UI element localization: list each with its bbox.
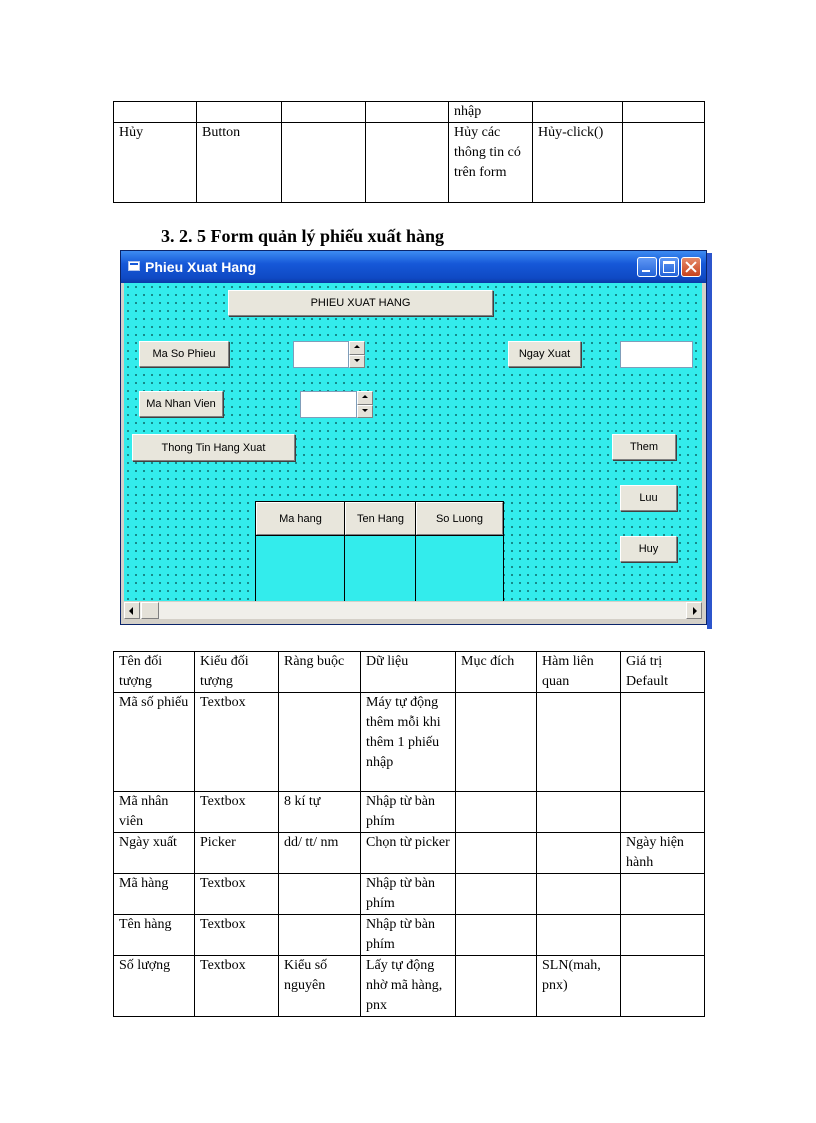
table-cell bbox=[282, 102, 366, 123]
spin-down-icon[interactable] bbox=[349, 355, 365, 369]
table-row bbox=[114, 915, 705, 956]
huy-button[interactable]: Huy bbox=[620, 536, 677, 562]
grid-header-ma-hang[interactable]: Ma hang bbox=[256, 502, 345, 535]
grid-header-ten-hang[interactable]: Ten Hang bbox=[345, 502, 416, 535]
ma-nhan-vien-button[interactable]: Ma Nhan Vien bbox=[139, 391, 223, 417]
table-cell bbox=[197, 102, 282, 123]
table-row bbox=[114, 956, 705, 1017]
table-cell bbox=[456, 833, 537, 874]
table-cell: SLN(mah, pnx) bbox=[537, 956, 621, 1017]
table-cell bbox=[621, 915, 705, 956]
table-cell: Nhập từ bàn phím bbox=[361, 874, 456, 915]
table-cell: Ngày xuất bbox=[114, 833, 195, 874]
close-button[interactable] bbox=[681, 257, 701, 277]
table-row bbox=[114, 693, 705, 792]
thong-tin-hang-xuat-button[interactable]: Thong Tin Hang Xuat bbox=[132, 434, 295, 461]
table-cell: Mã số phiếu bbox=[114, 693, 195, 792]
grid-header-so-luong[interactable]: So Luong bbox=[416, 502, 503, 535]
window-title: Phieu Xuat Hang bbox=[145, 259, 257, 275]
window-icon bbox=[128, 261, 140, 271]
table-cell bbox=[621, 693, 705, 792]
table-cell bbox=[456, 792, 537, 833]
table-cell: 8 kí tự bbox=[279, 792, 361, 833]
luu-button[interactable]: Luu bbox=[620, 485, 677, 511]
table-cell: Kiểu số nguyên bbox=[279, 956, 361, 1017]
table-cell: dd/ tt/ nm bbox=[279, 833, 361, 874]
table-cell bbox=[366, 102, 449, 123]
scroll-right-icon[interactable] bbox=[686, 602, 702, 619]
table-cell bbox=[623, 123, 705, 203]
table-cell bbox=[533, 102, 623, 123]
ma-so-phieu-spinner[interactable] bbox=[349, 341, 365, 368]
table-header-cell: Tên đối tượng bbox=[114, 652, 195, 693]
maximize-button[interactable] bbox=[659, 257, 679, 277]
table-cell: Mã nhân viên bbox=[114, 792, 195, 833]
table-cell: Button bbox=[197, 123, 282, 203]
table-cell: Máy tự động thêm mỗi khi thêm 1 phiếu nhập bbox=[361, 693, 456, 792]
table-cell: nhập bbox=[449, 102, 533, 123]
title-bar bbox=[121, 251, 706, 283]
form-client-area bbox=[124, 283, 702, 617]
phieu-xuat-hang-button[interactable]: PHIEU XUAT HANG bbox=[228, 290, 493, 316]
table-cell bbox=[279, 874, 361, 915]
table-cell bbox=[537, 915, 621, 956]
scroll-left-icon[interactable] bbox=[124, 602, 140, 619]
table-row bbox=[114, 102, 705, 123]
table-cell: Nhập từ bàn phím bbox=[361, 915, 456, 956]
table-cell bbox=[282, 123, 366, 203]
table-cell: Textbox bbox=[195, 792, 279, 833]
table-cell: Hủy bbox=[114, 123, 197, 203]
grid-column bbox=[256, 502, 345, 611]
table-row bbox=[114, 874, 705, 915]
table-cell: Textbox bbox=[195, 693, 279, 792]
table-cell bbox=[537, 874, 621, 915]
section-heading: 3. 2. 5 Form quản lý phiếu xuất hàng bbox=[161, 226, 445, 246]
table-header-cell: Hàm liên quan bbox=[537, 652, 621, 693]
table-cell bbox=[621, 874, 705, 915]
table-cell: Tên hàng bbox=[114, 915, 195, 956]
table-cell bbox=[621, 792, 705, 833]
table-cell: Nhập từ bàn phím bbox=[361, 792, 456, 833]
ngay-xuat-input[interactable] bbox=[620, 341, 693, 368]
spin-up-icon[interactable] bbox=[349, 341, 365, 355]
table-cell: Textbox bbox=[195, 874, 279, 915]
table-cell: Textbox bbox=[195, 915, 279, 956]
table-row bbox=[114, 792, 705, 833]
table-cell: Mã hàng bbox=[114, 874, 195, 915]
ma-so-phieu-button[interactable]: Ma So Phieu bbox=[139, 341, 229, 367]
table-cell bbox=[279, 693, 361, 792]
table-cell: Số lượng bbox=[114, 956, 195, 1017]
table-header-cell: Kiểu đối tượng bbox=[195, 652, 279, 693]
minimize-icon bbox=[642, 270, 650, 272]
items-grid[interactable] bbox=[255, 501, 504, 612]
table-cell: Lấy tự động nhờ mã hàng, pnx bbox=[361, 956, 456, 1017]
horizontal-scrollbar[interactable] bbox=[124, 601, 702, 619]
ma-nhan-vien-spinner[interactable] bbox=[357, 391, 373, 418]
top-table bbox=[113, 101, 705, 203]
table-cell: Hủy-click() bbox=[533, 123, 623, 203]
ma-nhan-vien-input[interactable] bbox=[300, 391, 357, 418]
table-cell bbox=[623, 102, 705, 123]
table-cell bbox=[537, 693, 621, 792]
table-cell bbox=[366, 123, 449, 203]
maximize-icon bbox=[663, 261, 675, 273]
table-cell bbox=[114, 102, 197, 123]
table-header-cell: Giá trị Default bbox=[621, 652, 705, 693]
table-row bbox=[114, 833, 705, 874]
form-window bbox=[120, 250, 707, 625]
grid-column bbox=[345, 502, 416, 611]
table-cell bbox=[537, 792, 621, 833]
table-cell: Chọn từ picker bbox=[361, 833, 456, 874]
table-cell bbox=[456, 956, 537, 1017]
table-cell bbox=[456, 874, 537, 915]
spin-up-icon[interactable] bbox=[357, 391, 373, 405]
table-cell bbox=[537, 833, 621, 874]
table-cell bbox=[456, 693, 537, 792]
table-cell: Hủy các thông tin có trên form bbox=[449, 123, 533, 203]
table-cell bbox=[456, 915, 537, 956]
spin-down-icon[interactable] bbox=[357, 405, 373, 419]
table-header-cell: Dữ liệu bbox=[361, 652, 456, 693]
them-button[interactable]: Them bbox=[612, 434, 676, 460]
main-table bbox=[113, 651, 705, 1017]
table-header-row bbox=[114, 652, 705, 693]
table-cell: Picker bbox=[195, 833, 279, 874]
table-header-cell: Mục đích bbox=[456, 652, 537, 693]
ngay-xuat-button[interactable]: Ngay Xuat bbox=[508, 341, 581, 367]
ma-so-phieu-input[interactable] bbox=[293, 341, 349, 368]
table-cell: Ngày hiện hành bbox=[621, 833, 705, 874]
table-cell bbox=[279, 915, 361, 956]
table-row bbox=[114, 123, 705, 203]
table-cell: Textbox bbox=[195, 956, 279, 1017]
table-cell bbox=[621, 956, 705, 1017]
minimize-button[interactable] bbox=[637, 257, 657, 277]
scroll-thumb[interactable] bbox=[141, 602, 159, 619]
table-header-cell: Ràng buộc bbox=[279, 652, 361, 693]
